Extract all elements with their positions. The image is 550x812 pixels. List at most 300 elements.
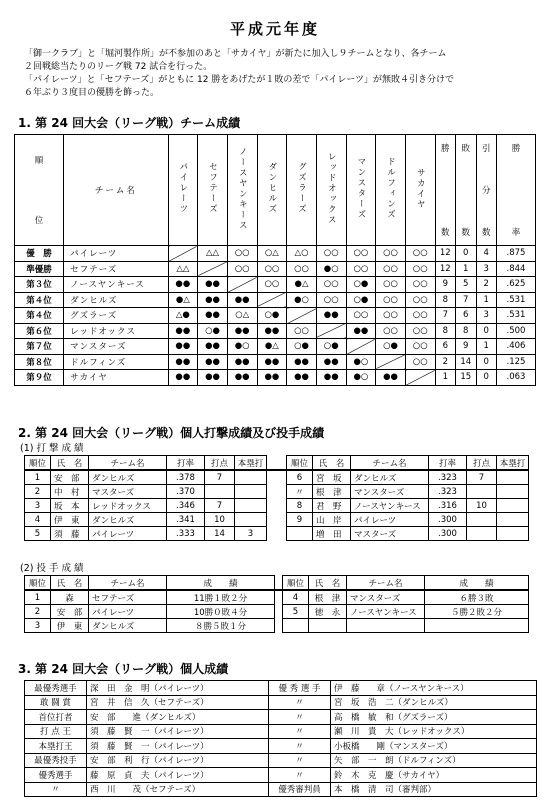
wins-header-top: 勝 xyxy=(441,144,450,154)
batting-hr-cell: 3 xyxy=(235,527,267,541)
wins-cell: 8 xyxy=(435,292,455,308)
batting-name-cell: 君 野 xyxy=(313,499,351,513)
result-cell: ○○ xyxy=(316,246,346,262)
award-row xyxy=(25,782,537,797)
batting-team-cell: パイレーツ xyxy=(89,527,167,541)
result-cell: ●● xyxy=(227,292,257,308)
result-cell: ○○ xyxy=(316,292,346,308)
self-match-cell xyxy=(257,292,287,308)
batting-team-cell: ノースヤンキース xyxy=(351,499,429,513)
result-cell: ●● xyxy=(168,277,198,293)
batting-hr-cell xyxy=(497,527,529,541)
result-cell: ●● xyxy=(168,323,198,339)
losses-cell: 1 xyxy=(456,261,476,277)
result-cell: ●● xyxy=(168,354,198,370)
result-cell: ●○ xyxy=(227,339,257,355)
rank-cell: 優 勝 xyxy=(15,246,64,262)
draws-cell: 1 xyxy=(476,339,496,355)
award-title-cell: 〃 xyxy=(269,753,331,768)
rank-cell: 第８位 xyxy=(15,354,64,370)
batting-rank-cell: 6 xyxy=(287,470,313,485)
batting-avg-cell: .300 xyxy=(429,513,467,527)
result-cell: ○○ xyxy=(257,277,287,293)
award-title-cell: 優秀選手 xyxy=(25,768,87,783)
award-winner-cell: 瀬 川 貴 大（レッドオックス） xyxy=(331,724,537,739)
result-cell: ○○ xyxy=(376,292,406,308)
losses-header xyxy=(456,135,476,246)
pct-cell: .531 xyxy=(496,308,535,324)
pitching-header-cell: 成 績 xyxy=(167,576,275,591)
pitching-rank-cell xyxy=(283,619,309,633)
batting-hr-cell xyxy=(497,513,529,527)
draws-header xyxy=(476,135,496,246)
opponent-label: ドルフィンズ xyxy=(385,157,396,220)
batting-rbi-cell xyxy=(467,485,497,499)
draws-cell: 0 xyxy=(476,354,496,370)
result-cell: ○○ xyxy=(405,277,435,293)
batting-rank-cell: 9 xyxy=(287,513,313,527)
batting-rank-cell: 8 xyxy=(287,499,313,513)
draws-header-bottom: 数 xyxy=(481,228,491,238)
pitching-body xyxy=(25,576,529,633)
opponent-label: マンスターズ xyxy=(355,157,366,220)
pct-cell: .063 xyxy=(496,370,535,386)
batting-name-cell: 中 村 xyxy=(51,485,89,499)
pitching-table xyxy=(24,575,529,633)
pitching-team-cell: マンスターズ xyxy=(347,590,425,605)
result-cell: ○○ xyxy=(287,323,317,339)
batting-hr-cell xyxy=(497,499,529,513)
result-cell: ●● xyxy=(198,277,228,293)
losses-cell: 7 xyxy=(456,292,476,308)
award-winner-cell: 須 藤 賢 一（パイレーツ） xyxy=(87,724,269,739)
team-name-cell: ドルフィンズ xyxy=(64,354,168,370)
rank-header-top: 順 xyxy=(34,156,44,166)
batting-hr-cell xyxy=(235,513,267,527)
rank-header xyxy=(15,135,64,246)
award-winner-cell: 高 橋 敏 和（グズラーズ） xyxy=(331,710,537,725)
intro-line: 「パイレーツ」と「セフテーズ」がともに 12 勝をあげたが１敗の差で「パイレーツ」が無敗４引き分けで xyxy=(24,75,455,85)
result-cell: ○△ xyxy=(227,308,257,324)
standings-row xyxy=(15,261,536,277)
losses-header-bottom: 数 xyxy=(461,228,471,238)
award-winner-cell: 小板橋 剛（マンスターズ） xyxy=(331,739,537,754)
team-name-cell: ノースヤンキース xyxy=(64,277,168,293)
result-cell: △△ xyxy=(168,261,198,277)
award-row xyxy=(25,710,537,725)
batting-name-cell: 坂 本 xyxy=(51,499,89,513)
batting-header-cell: 氏 名 xyxy=(313,456,351,471)
award-row xyxy=(25,768,537,783)
section2-heading: 2. 第 24 回大会（リーグ戦）個人打撃成績及び投手成績 xyxy=(18,426,325,440)
result-cell: ○○ xyxy=(346,246,376,262)
batting-hr-cell xyxy=(497,470,529,485)
column-gap xyxy=(267,485,287,499)
award-title-cell: 本塁打王 xyxy=(25,739,87,754)
result-cell: ○△ xyxy=(257,246,287,262)
batting-team-cell: パイレーツ xyxy=(351,513,429,527)
standings-row xyxy=(15,277,536,293)
batting-hr-cell xyxy=(497,485,529,499)
result-cell: ●● xyxy=(287,354,317,370)
opponent-label: サカイヤ xyxy=(415,167,426,210)
award-winner-cell: 西 川 茂（セフテーズ） xyxy=(87,782,269,797)
opponent-label: ダンヒルズ xyxy=(266,162,277,215)
result-cell: ●● xyxy=(227,354,257,370)
column-gap xyxy=(275,605,283,619)
batting-name-cell: 須 藤 xyxy=(51,527,89,541)
batting-row xyxy=(25,527,529,541)
self-match-cell xyxy=(316,323,346,339)
batting-rank-cell: 3 xyxy=(25,499,51,513)
pitching-header-cell: 成 績 xyxy=(425,576,529,591)
opponent-header xyxy=(376,135,406,246)
award-row xyxy=(25,695,537,710)
column-gap xyxy=(267,456,287,471)
pitching-rank-cell: 1 xyxy=(25,590,51,605)
batting-rbi-cell: 10 xyxy=(467,499,497,513)
team-name-cell: マンスターズ xyxy=(64,339,168,355)
opponent-header xyxy=(227,135,257,246)
result-cell: ●● xyxy=(257,370,287,386)
result-cell: ●● xyxy=(316,308,346,324)
pitching-rec-cell: 10勝０敗４分 xyxy=(167,605,275,619)
batting-avg-cell: .323 xyxy=(429,485,467,499)
batting-rank-cell: 〃 xyxy=(287,485,313,499)
batting-avg-cell: .370 xyxy=(167,485,205,499)
batting-rank-cell: 5 xyxy=(25,527,51,541)
pct-cell: .625 xyxy=(496,277,535,293)
standings-row xyxy=(15,339,536,355)
result-cell: ○○ xyxy=(376,261,406,277)
batting-hr-cell xyxy=(235,499,267,513)
result-cell: ●○ xyxy=(346,370,376,386)
team-name-cell: サカイヤ xyxy=(64,370,168,386)
pitching-header-cell: チーム名 xyxy=(347,576,425,591)
award-row xyxy=(25,739,537,754)
pitching-rank-cell: 4 xyxy=(283,590,309,605)
batting-row xyxy=(25,499,529,513)
batting-table xyxy=(24,455,529,541)
batting-rbi-cell: 14 xyxy=(205,527,235,541)
batting-team-cell: レッドオックス xyxy=(89,499,167,513)
awards-body xyxy=(25,681,537,797)
pitching-name-cell: 森 xyxy=(51,590,89,605)
pitching-row xyxy=(25,605,529,619)
award-winner-cell: 伊 藤 章（ノースヤンキース） xyxy=(331,681,537,696)
result-cell: ○○ xyxy=(405,323,435,339)
opponent-label: グズラーズ xyxy=(296,162,307,215)
batting-header-cell: 打率 xyxy=(429,456,467,471)
section3-heading: 3. 第 24 回大会（リーグ戦）個人成績 xyxy=(18,662,229,676)
result-cell: ○● xyxy=(316,339,346,355)
result-cell: ●○ xyxy=(346,354,376,370)
result-cell: ○○ xyxy=(346,261,376,277)
rank-cell: 第４位 xyxy=(15,292,64,308)
batting-name-cell: 伊 東 xyxy=(51,513,89,527)
self-match-cell xyxy=(168,246,198,262)
pitching-team-cell xyxy=(347,619,425,633)
batting-header-row xyxy=(25,456,529,471)
pitching-team-cell: セフテーズ xyxy=(89,590,167,605)
result-cell: ○○ xyxy=(376,246,406,262)
wins-cell: 6 xyxy=(435,339,455,355)
pitching-team-cell: パイレーツ xyxy=(89,605,167,619)
pitching-header-cell: 順位 xyxy=(25,576,51,591)
team-name-cell: ダンヒルズ xyxy=(64,292,168,308)
award-row xyxy=(25,753,537,768)
pitching-rank-cell: 5 xyxy=(283,605,309,619)
batting-rank-cell: 1 xyxy=(25,470,51,485)
result-cell: ●● xyxy=(287,370,317,386)
award-title-cell: 〃 xyxy=(269,695,331,710)
draws-header-top: 引 xyxy=(481,144,491,154)
column-gap xyxy=(275,619,283,633)
award-title-cell: 首位打者 xyxy=(25,710,87,725)
result-cell: ○○ xyxy=(346,308,376,324)
losses-cell: 14 xyxy=(456,354,476,370)
award-title-cell: 〃 xyxy=(269,724,331,739)
self-match-cell xyxy=(227,277,257,293)
opponent-header xyxy=(346,135,376,246)
result-cell: ○○ xyxy=(376,323,406,339)
batting-rbi-cell xyxy=(205,485,235,499)
pct-cell: .500 xyxy=(496,323,535,339)
award-row xyxy=(25,724,537,739)
pct-cell: .531 xyxy=(496,292,535,308)
batting-header-cell: 本塁打 xyxy=(235,456,267,471)
team-name-cell: パイレーツ xyxy=(64,246,168,262)
award-title-cell: 〃 xyxy=(269,768,331,783)
batting-name-cell: 宮 坂 xyxy=(313,470,351,485)
result-cell: ●● xyxy=(198,339,228,355)
column-gap xyxy=(267,499,287,513)
batting-rbi-cell: 7 xyxy=(467,470,497,485)
rank-cell: 第７位 xyxy=(15,339,64,355)
batting-rbi-cell: 10 xyxy=(205,513,235,527)
batting-avg-cell: .323 xyxy=(429,470,467,485)
result-cell: ●○ xyxy=(287,292,317,308)
result-cell: ○○ xyxy=(405,292,435,308)
batting-header-cell: 氏 名 xyxy=(51,456,89,471)
pitching-header-cell: 氏 名 xyxy=(309,576,347,591)
intro-text xyxy=(24,48,534,100)
team-name-cell: レッドオックス xyxy=(64,323,168,339)
pitching-name-cell: 徳 永 xyxy=(309,605,347,619)
result-cell: △△ xyxy=(198,246,228,262)
opponent-header xyxy=(257,135,287,246)
rank-cell: 第６位 xyxy=(15,323,64,339)
standings-row xyxy=(15,246,536,262)
wins-cell: 12 xyxy=(435,246,455,262)
standings-body xyxy=(15,246,536,386)
result-cell: ●● xyxy=(168,370,198,386)
pitching-rec-cell: ８勝５敗１分 xyxy=(167,619,275,633)
result-cell: ●● xyxy=(376,370,406,386)
standings-row xyxy=(15,354,536,370)
batting-avg-cell: .333 xyxy=(167,527,205,541)
batting-header-cell: チーム名 xyxy=(89,456,167,471)
batting-header-cell: 順位 xyxy=(25,456,51,471)
award-winner-cell: 藤 原 貞 夫（パイレーツ） xyxy=(87,768,269,783)
award-title-cell: 〃 xyxy=(25,782,87,797)
result-cell: ○● xyxy=(198,323,228,339)
pct-cell: .406 xyxy=(496,339,535,355)
result-cell: ●● xyxy=(198,354,228,370)
result-cell: ○○ xyxy=(376,308,406,324)
pitching-title: (2) 投 手 成 績 xyxy=(20,563,84,574)
intro-line: ２回戦総当たりのリーグ戦 72 試合を行った。 xyxy=(24,62,213,72)
award-title-cell: 最優秀投手 xyxy=(25,753,87,768)
award-winner-cell: 宮 坂 浩 二（ダンヒルズ） xyxy=(331,695,537,710)
pitching-rank-cell: 2 xyxy=(25,605,51,619)
batting-header-cell: 打点 xyxy=(205,456,235,471)
batting-rbi-cell: 7 xyxy=(205,499,235,513)
losses-cell: 0 xyxy=(456,246,476,262)
result-cell: ●○ xyxy=(316,261,346,277)
result-cell: ●● xyxy=(257,323,287,339)
result-cell: ○○ xyxy=(405,339,435,355)
batting-rank-cell: 2 xyxy=(25,485,51,499)
batting-team-cell: マンスターズ xyxy=(351,485,429,499)
result-cell: ○● xyxy=(376,339,406,355)
section1-heading: 1. 第 24 回大会（リーグ戦）チーム成績 xyxy=(18,116,241,130)
pct-header-bottom: 率 xyxy=(511,228,521,238)
batting-hr-cell xyxy=(235,470,267,485)
opponent-header xyxy=(316,135,346,246)
wins-header-bottom: 数 xyxy=(441,228,450,238)
wins-cell: 8 xyxy=(435,323,455,339)
batting-avg-cell: .346 xyxy=(167,499,205,513)
opponent-header xyxy=(168,135,198,246)
self-match-cell xyxy=(376,354,406,370)
batting-name-cell: 増 田 xyxy=(313,527,351,541)
wins-cell: 9 xyxy=(435,277,455,293)
result-cell: ○○ xyxy=(405,354,435,370)
batting-avg-cell: .316 xyxy=(429,499,467,513)
pitching-rec-cell: ６勝３敗 xyxy=(425,590,529,605)
award-winner-cell: 宮 井 信 久（セフテーズ） xyxy=(87,695,269,710)
result-cell: ○○ xyxy=(405,308,435,324)
pitching-header-cell: 順位 xyxy=(283,576,309,591)
batting-team-cell: ダンヒルズ xyxy=(351,470,429,485)
result-cell: ●● xyxy=(257,354,287,370)
result-cell: ○○ xyxy=(316,277,346,293)
self-match-cell xyxy=(198,261,228,277)
award-row xyxy=(25,681,537,696)
result-cell: ○● xyxy=(257,308,287,324)
batting-team-cell: ダンヒルズ xyxy=(89,513,167,527)
batting-row xyxy=(25,470,529,485)
pitching-name-cell: 根 津 xyxy=(309,590,347,605)
pitching-team-cell: ノースヤンキース xyxy=(347,605,425,619)
losses-cell: 9 xyxy=(456,339,476,355)
awards-table xyxy=(24,680,537,797)
batting-rank-cell xyxy=(287,527,313,541)
losses-cell: 6 xyxy=(456,308,476,324)
batting-avg-cell: .300 xyxy=(429,527,467,541)
result-cell: ○○ xyxy=(405,246,435,262)
award-title-cell: 打 点 王 xyxy=(25,724,87,739)
wins-cell: 1 xyxy=(435,370,455,386)
intro-line: 「御一クラブ」と「堀河製作所」が不参加のあと「サカイヤ」が新たに加入し９チームとなり、各チーム xyxy=(24,49,447,59)
result-cell: ●● xyxy=(198,308,228,324)
column-gap xyxy=(275,590,283,605)
award-winner-cell: 須 藤 賢 一（パイレーツ） xyxy=(87,739,269,754)
pitching-name-cell: 安 部 xyxy=(51,605,89,619)
result-cell: ●△ xyxy=(287,277,317,293)
batting-title: (1) 打 撃 成 績 xyxy=(20,443,84,454)
result-cell: ●● xyxy=(198,292,228,308)
opponent-header xyxy=(405,135,435,246)
pitching-name-cell xyxy=(309,619,347,633)
batting-row xyxy=(25,485,529,499)
award-winner-cell: 矢 部 一 朗（ドルフィンズ） xyxy=(331,753,537,768)
result-cell: ●△ xyxy=(257,339,287,355)
pitching-rec-cell: 11勝１敗２分 xyxy=(167,590,275,605)
batting-header-cell: 本塁打 xyxy=(497,456,529,471)
batting-avg-cell: .378 xyxy=(167,470,205,485)
pitching-rank-cell: 3 xyxy=(25,619,51,633)
wins-cell: 7 xyxy=(435,308,455,324)
result-cell: ○● xyxy=(287,339,317,355)
column-gap xyxy=(275,576,283,591)
batting-rbi-cell xyxy=(467,527,497,541)
batting-name-cell: 山 岸 xyxy=(313,513,351,527)
pitching-rec-cell xyxy=(425,619,529,633)
batting-team-cell: ダンヒルズ xyxy=(89,470,167,485)
result-cell: △○ xyxy=(287,246,317,262)
batting-rbi-cell: 7 xyxy=(205,470,235,485)
column-gap xyxy=(267,527,287,541)
batting-name-cell: 根 津 xyxy=(313,485,351,499)
batting-header-cell: 順位 xyxy=(287,456,313,471)
result-cell: ○○ xyxy=(227,261,257,277)
result-cell: ●● xyxy=(227,323,257,339)
intro-line: ６年ぶり３度目の優勝を飾った。 xyxy=(24,88,160,98)
pct-header xyxy=(496,135,535,246)
pct-cell: .844 xyxy=(496,261,535,277)
result-cell: ○● xyxy=(346,292,376,308)
self-match-cell xyxy=(287,308,317,324)
pitching-row xyxy=(25,590,529,605)
opponent-header xyxy=(287,135,317,246)
batting-body xyxy=(25,456,529,541)
award-title-cell: 優秀審判員 xyxy=(269,782,331,797)
losses-cell: 15 xyxy=(456,370,476,386)
self-match-cell xyxy=(346,339,376,355)
batting-name-cell: 安 部 xyxy=(51,470,89,485)
award-winner-cell: 安 部 利 行（パイレーツ） xyxy=(87,753,269,768)
batting-header-cell: 打点 xyxy=(467,456,497,471)
draws-cell: 3 xyxy=(476,261,496,277)
standings-row xyxy=(15,308,536,324)
rank-header-bottom: 位 xyxy=(34,216,44,226)
standings-row xyxy=(15,292,536,308)
batting-row xyxy=(25,513,529,527)
pitching-team-cell: ダンヒルズ xyxy=(89,619,167,633)
wins-cell: 2 xyxy=(435,354,455,370)
result-cell: ○○ xyxy=(405,261,435,277)
rank-cell: 第９位 xyxy=(15,370,64,386)
award-title-cell: 最優秀選手 xyxy=(25,681,87,696)
award-title-cell: 〃 xyxy=(269,710,331,725)
wins-header xyxy=(435,135,455,246)
column-gap xyxy=(267,470,287,485)
standings-row xyxy=(15,370,536,386)
draws-cell: 0 xyxy=(476,323,496,339)
batting-team-cell: マスターズ xyxy=(89,485,167,499)
